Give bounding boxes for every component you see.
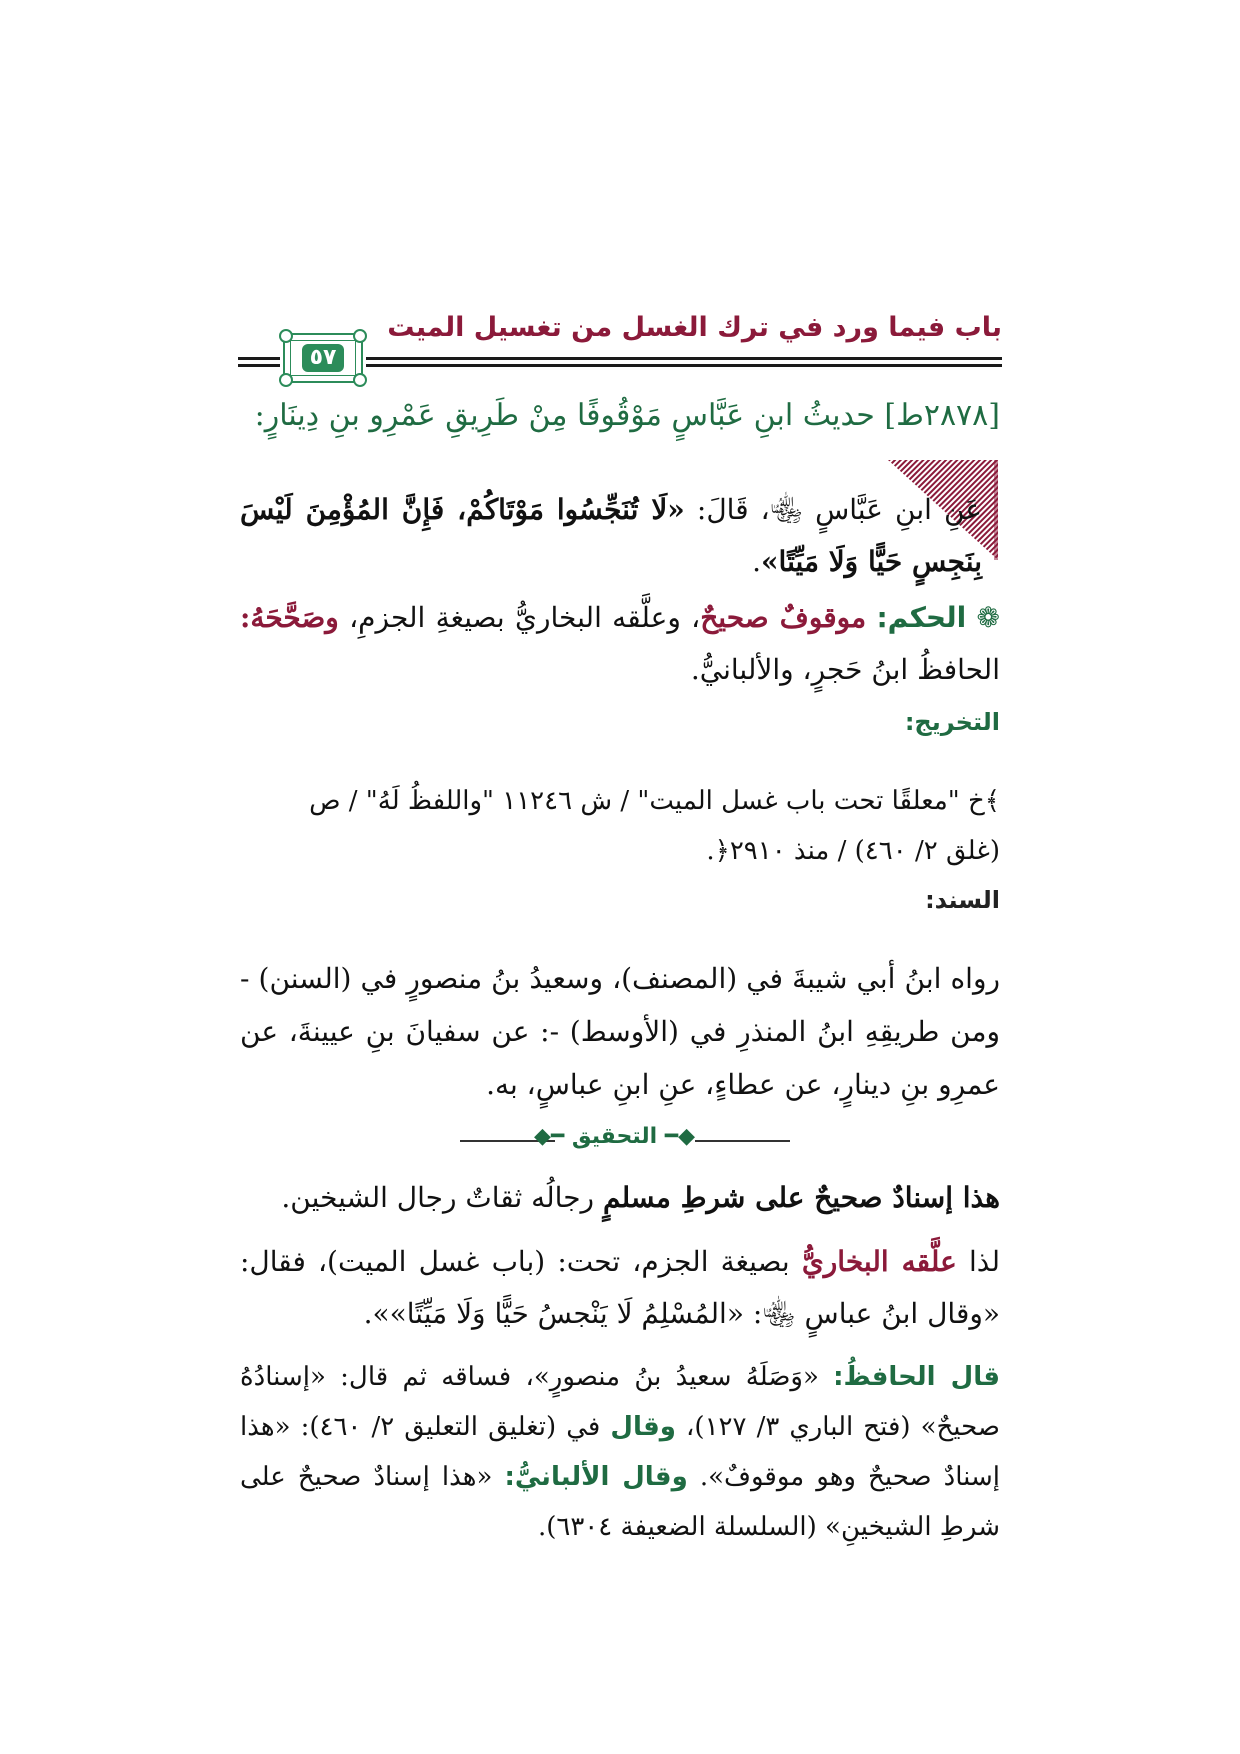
tahqiq-p2-bold: علَّقه البخاريُّ	[801, 1245, 957, 1278]
sanad-heading: السند:	[925, 886, 1000, 914]
ruling-text-b: الحافظُ ابنُ حَجرٍ، والألبانيُّ.	[690, 653, 1000, 686]
page-number: ٥٧	[302, 344, 345, 372]
ruling-verdict: موقوفٌ صحيحٌ	[700, 601, 867, 634]
flower-ornament-icon: ❁	[976, 601, 1001, 634]
takhrij-line-2: (غلق ٢/ ٤٦٠) / منذ ٢٩١٠﴿.	[706, 836, 1000, 866]
section-divider	[460, 1124, 790, 1158]
chapter-title: باب فيما ورد في ترك الغسل من تغسيل الميت	[387, 312, 1002, 343]
tahqiq-paragraph-2	[240, 1236, 1000, 1340]
hadith-end: .	[752, 545, 762, 578]
hadith-heading-text: حديثُ ابنِ عَبَّاسٍ مَوْقُوفًا مِنْ طَرِيقِ عَمْرِو بنِ دِينَارٍ:	[254, 398, 875, 433]
sanad-text: رواه ابنُ أبي شيبةَ في (المصنف)، وسعيدُ بنُ منصورٍ في (السنن) - ومن طريقِهِ ابنُ المنذرِ في (الأوسط) -: عن سفيانَ بنِ عيينةَ، عن عمرِو بنِ دينارٍ، عن عطاءٍ، عنِ ابنِ عباسٍ، به.	[240, 962, 1000, 1101]
tahqiq-p3-b: في (تغليق التعليق ٢/ ٤٦٠): «هذا إسنادٌ صحيحٌ وهو موقوفٌ».	[240, 1412, 1000, 1492]
hadith-heading	[240, 398, 1000, 433]
ruling-label: الحكم:	[876, 601, 967, 634]
ruling-paragraph	[240, 592, 1000, 696]
tahqiq-paragraph-1	[240, 1172, 1000, 1224]
tahqiq-p1-rest: رجالُه ثقاتٌ رجال الشيخين.	[281, 1181, 603, 1214]
hadith-text	[240, 484, 982, 588]
hadith-quote: «لَا تُنَجِّسُوا مَوْتَاكُمْ، فَإِنَّ المُؤْمِنَ لَيْسَ بِنَجِسٍ حَيًّا وَلَا مَيِّتًا»	[240, 493, 982, 578]
tahqiq-p3-a: «وَصَلَهُ سعيدُ بنُ منصورٍ»، فساقه ثم قال: «إسنادُهُ صحيحٌ» (فتح الباري ٣/ ١٢٧)،	[240, 1362, 1000, 1442]
albani-label: وقال الألبانيُّ:	[504, 1462, 688, 1492]
tahqiq-p2-a: لذا	[956, 1245, 1000, 1278]
tahqiq-paragraph-3	[240, 1352, 1000, 1552]
tahqiq-heading: ◆━ التحقيق ━◆	[534, 1124, 695, 1149]
page-number-frame	[283, 333, 363, 383]
divider-line	[695, 1140, 790, 1142]
tahqiq-p3-c: «هذا إسنادٌ صحيحٌ على شرطِ الشيخينِ» (السلسلة الضعيفة ٦٣٠٤).	[240, 1462, 1000, 1542]
ruling-sahhaha: وصَحَّحَهُ:	[240, 601, 339, 634]
hadith-intro: عَنِ ابنِ عَبَّاسٍ ﵄، قَالَ:	[684, 493, 983, 526]
takhrij-line-1: ﴾خ "معلقًا تحت باب غسل الميت" / ش ١١٢٤٦ "واللفظُ لَهُ" / ص	[309, 786, 1000, 816]
tahqiq-p1-bold: هذا إسنادٌ صحيحٌ على شرطِ مسلمٍ	[602, 1181, 1000, 1214]
hadith-number: [٢٨٧٨ط]	[884, 398, 1000, 433]
ruling-text-a: ، وعلَّقه البخاريُّ بصيغةِ الجزمِ،	[338, 601, 701, 634]
tahqiq-heading-text: التحقيق	[571, 1124, 658, 1149]
tahqiq-p2-b: بصيغة الجزم، تحت: (باب غسل الميت)، فقال: «وقال ابنُ عباسٍ ﵄: «المُسْلِمُ لَا يَنْجسُ حَيًّا وَلَا مَيِّتًا»».	[240, 1245, 1000, 1330]
takhrij-heading: التخريج:	[904, 708, 1000, 736]
hafiz-label: قال الحافظُ:	[833, 1362, 1000, 1392]
qal-label: وقال	[610, 1412, 676, 1442]
